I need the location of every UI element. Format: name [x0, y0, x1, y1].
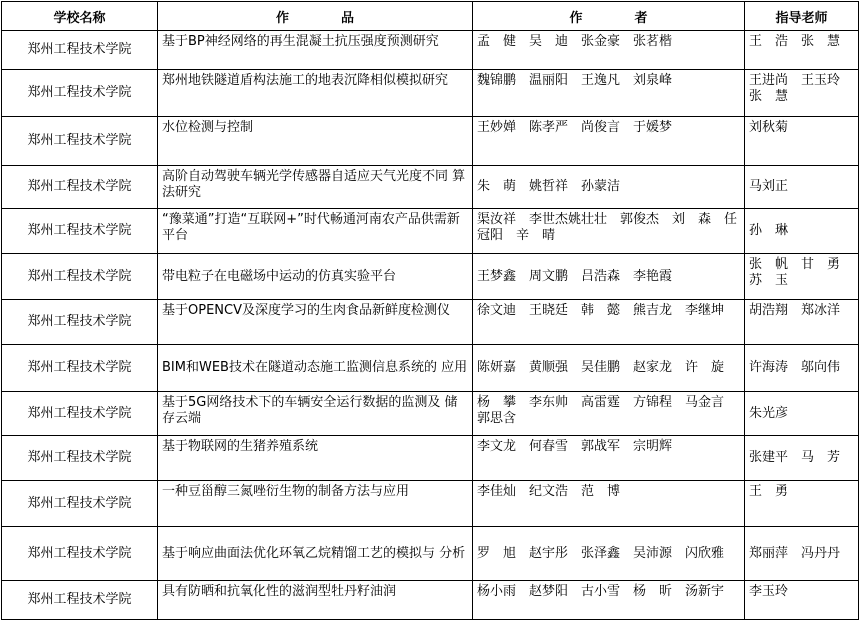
- work-cell: 基于BP神经网络的再生混凝土抗压强度预测研究: [158, 31, 473, 70]
- header-work: 作 品: [158, 2, 473, 31]
- authors-cell: 王妙婵 陈孝严 尚俊言 于媛梦: [473, 117, 745, 166]
- authors-cell: 陈妍嘉 黄顺强 吴佳鹏 赵家龙 许 旋: [473, 345, 745, 392]
- table-row: [2, 166, 859, 209]
- table-row: [2, 70, 859, 117]
- authors-cell: 渠汝祥 李世杰姚壮壮 郭俊杰 刘 森 任冠阳 辛 晴: [473, 209, 745, 254]
- work-cell: 基于OPENCV及深度学习的生肉食品新鲜度检测仪: [158, 300, 473, 345]
- work-cell: BIM和WEB技术在隧道动态施工监测信息系统的 应用: [158, 345, 473, 392]
- work-cell: 水位检测与控制: [158, 117, 473, 166]
- table-row: [2, 31, 859, 70]
- table-row: [2, 209, 859, 254]
- authors-cell: 杨小雨 赵梦阳 古小雪 杨 昕 汤新宇: [473, 581, 745, 620]
- advisor-cell: 刘秋菊: [745, 117, 859, 166]
- school-cell: 郑州工程技术学院: [2, 436, 158, 481]
- table-row: [2, 254, 859, 300]
- advisor-cell: 王 浩 张 慧: [745, 31, 859, 70]
- school-cell: 郑州工程技术学院: [2, 31, 158, 70]
- school-cell: 郑州工程技术学院: [2, 345, 158, 392]
- advisor-cell: 张建平 马 芳: [745, 436, 859, 481]
- school-cell: 郑州工程技术学院: [2, 581, 158, 620]
- authors-cell: 李佳灿 纪文浩 范 博: [473, 481, 745, 527]
- advisor-cell: 许海涛 邬向伟: [745, 345, 859, 392]
- work-cell: 郑州地铁隧道盾构法施工的地表沉降相似模拟研究: [158, 70, 473, 117]
- award-table: [1, 1, 859, 620]
- header-school: 学校名称: [2, 2, 158, 31]
- work-cell: 高阶自动驾驶车辆光学传感器自适应天气光度不同 算法研究: [158, 166, 473, 209]
- table-row: [2, 117, 859, 166]
- authors-cell: 魏锦鹏 温丽阳 王逸凡 刘泉峰: [473, 70, 745, 117]
- school-cell: 郑州工程技术学院: [2, 70, 158, 117]
- authors-cell: 李文龙 何春雪 郭战军 宗明辉: [473, 436, 745, 481]
- school-cell: 郑州工程技术学院: [2, 117, 158, 166]
- work-cell: 带电粒子在电磁场中运动的仿真实验平台: [158, 254, 473, 300]
- table-row: [2, 436, 859, 481]
- table-row: [2, 392, 859, 436]
- table-row: [2, 481, 859, 527]
- authors-cell: 杨 攀 李东帅 高雷霆 方锦程 马金言 郭思含: [473, 392, 745, 436]
- advisor-cell: 孙 琳: [745, 209, 859, 254]
- authors-cell: 徐文迪 王晓廷 韩 懿 熊吉龙 李继坤: [473, 300, 745, 345]
- advisor-cell: 张 帆 甘 勇 苏 玉: [745, 254, 859, 300]
- advisor-cell: 马刘正: [745, 166, 859, 209]
- advisor-cell: 郑丽萍 冯丹丹: [745, 527, 859, 581]
- school-cell: 郑州工程技术学院: [2, 300, 158, 345]
- table-row: [2, 527, 859, 581]
- school-cell: 郑州工程技术学院: [2, 166, 158, 209]
- authors-cell: 朱 萌 姚哲祥 孙蒙洁: [473, 166, 745, 209]
- header-authors: 作 者: [473, 2, 745, 31]
- school-cell: 郑州工程技术学院: [2, 481, 158, 527]
- header-advisor: 指导老师: [745, 2, 859, 31]
- table-row: [2, 581, 859, 620]
- authors-cell: 孟 健 吴 迪 张金豪 张茗楷: [473, 31, 745, 70]
- header-row: [2, 2, 859, 31]
- advisor-cell: 胡浩翔 郑冰洋: [745, 300, 859, 345]
- advisor-cell: 朱光彦: [745, 392, 859, 436]
- advisor-cell: 王 勇: [745, 481, 859, 527]
- authors-cell: 罗 旭 赵宇彤 张泽鑫 吴沛源 闪欣雅: [473, 527, 745, 581]
- advisor-cell: 王进尚 王玉玲 张 慧: [745, 70, 859, 117]
- work-cell: 一种豆甾醇三氮唑衍生物的制备方法与应用: [158, 481, 473, 527]
- school-cell: 郑州工程技术学院: [2, 209, 158, 254]
- school-cell: 郑州工程技术学院: [2, 254, 158, 300]
- advisor-cell: 李玉玲: [745, 581, 859, 620]
- school-cell: 郑州工程技术学院: [2, 392, 158, 436]
- work-cell: “豫菜通”打造“互联网+”时代畅通河南农产品供需新平台: [158, 209, 473, 254]
- school-cell: 郑州工程技术学院: [2, 527, 158, 581]
- table-row: [2, 300, 859, 345]
- work-cell: 基于物联网的生猪养殖系统: [158, 436, 473, 481]
- work-cell: 基于响应曲面法优化环氧乙烷精馏工艺的模拟与 分析: [158, 527, 473, 581]
- authors-cell: 王梦鑫 周文鹏 吕浩森 李艳霞: [473, 254, 745, 300]
- work-cell: 基于5G网络技术下的车辆安全运行数据的监测及 储存云端: [158, 392, 473, 436]
- work-cell: 具有防晒和抗氧化性的滋润型牡丹籽油润: [158, 581, 473, 620]
- table-row: [2, 345, 859, 392]
